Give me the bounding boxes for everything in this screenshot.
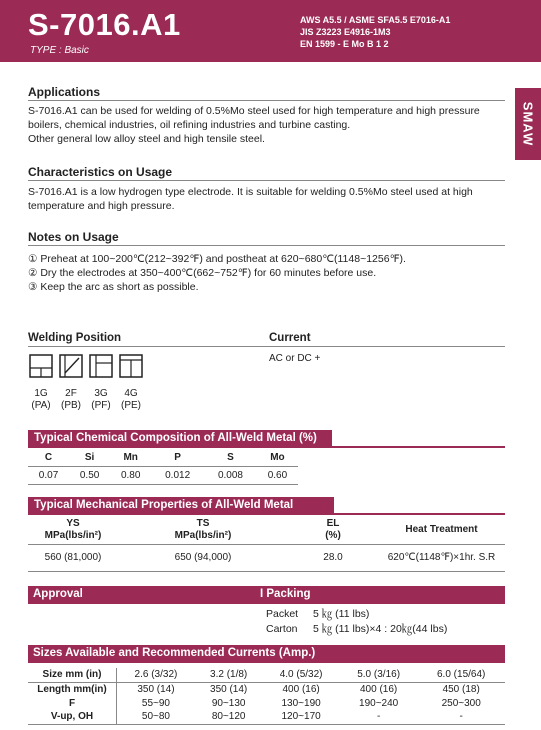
sizes-cell: 350 (14): [137, 683, 175, 695]
sizes-cell: 4.0 (5/32): [279, 669, 323, 681]
flat-position-icon: [29, 354, 53, 378]
sizes-heading: Sizes Available and Recommended Currents (Amp.): [33, 647, 316, 659]
notes-rule: [28, 245, 505, 246]
notes-heading: Notes on Usage: [28, 230, 119, 244]
sizes-cell: 450 (18): [442, 683, 480, 695]
characteristics-rule: [28, 180, 505, 181]
mech-header-ht: Heat Treatment: [405, 523, 478, 535]
packing-value: 5 ㎏ (11 lbs): [313, 608, 370, 620]
mechanical-heading: Typical Mechanical Properties of All-Weld Metal: [28, 497, 334, 514]
standard-jis: JIS Z3223 E4916-1M3: [300, 27, 391, 37]
standards-list: [300, 14, 450, 50]
position-label-3g: 3G (PF): [91, 388, 111, 411]
sizes-row-label: Length mm(in): [28, 682, 117, 696]
characteristics-line: S-7016.A1 is a low hydrogen type electrode. It is suitable for welding 0.5%Mo steel used at high: [28, 186, 473, 198]
header-banner: [0, 0, 541, 62]
mech-value: 560 (81,000): [44, 552, 102, 563]
chemical-rule: [28, 446, 505, 448]
chem-header: S: [227, 451, 234, 463]
mechanical-table: [28, 516, 505, 572]
sizes-bar: [28, 645, 505, 663]
position-label-2f: 2F (PB): [61, 388, 81, 411]
standard-aws: AWS A5.5 / ASME SFA5.5 E7016-A1: [300, 15, 451, 25]
mech-header-ys: YS MPa(lbs/in²): [44, 517, 102, 541]
mech-value: 28.0: [323, 552, 343, 563]
current-heading: Current: [269, 332, 311, 344]
chemical-heading: Typical Chemical Composition of All-Weld Metal (%): [28, 430, 332, 447]
chem-header: C: [44, 451, 53, 463]
sizes-cell: 250~300: [441, 697, 481, 709]
mech-header-el: EL (%): [325, 517, 341, 541]
applications-heading: Applications: [28, 85, 101, 99]
sizes-cell: 2.6 (3/32): [134, 669, 178, 681]
overhead-position-icon: [119, 354, 143, 378]
sizes-cell: 80~120: [211, 711, 246, 723]
sizes-cell: 130~190: [281, 697, 321, 709]
mech-header-ts: TS MPa(lbs/in²): [174, 517, 232, 541]
product-type: TYPE : Basic: [30, 45, 89, 56]
welding-position-heading: Welding Position: [28, 332, 122, 344]
sizes-cell: 190~240: [359, 697, 399, 709]
chem-header: Mn: [123, 451, 138, 463]
sizes-cell: 400 (16): [282, 683, 320, 695]
chem-header: P: [174, 451, 181, 463]
chem-value: 0.012: [165, 469, 191, 481]
position-rule: [28, 346, 505, 347]
notes-line: ③ Keep the arc as short as possible.: [28, 281, 199, 293]
notes-text: [28, 252, 508, 294]
chem-value: 0.60: [267, 469, 288, 481]
product-title: S-7016.A1: [28, 7, 181, 42]
packing-heading: I Packing: [260, 588, 311, 600]
chem-header: Si: [84, 451, 95, 463]
chemical-table: [28, 449, 298, 485]
position-label-1g: 1G (PA): [31, 388, 51, 411]
chem-value: 0.50: [79, 469, 100, 481]
sizes-cell: -: [459, 711, 463, 723]
packing-label: Packet: [266, 608, 299, 620]
sizes-cell: 120~170: [281, 711, 321, 723]
applications-line: S-7016.A1 can be used for welding of 0.5%Mo steel used for high temperature and high pressure: [28, 105, 480, 117]
packing-label: Carton: [266, 623, 298, 635]
sizes-row-label: F: [28, 696, 117, 710]
sizes-cell: 50~80: [141, 711, 170, 723]
applications-text: [28, 104, 508, 146]
approval-heading: Approval: [33, 588, 83, 600]
notes-line: ① Preheat at 100~200℃(212~392℉) and postheat at 620~680℃(1148~1256℉).: [28, 253, 406, 265]
sizes-cell: 90~130: [211, 697, 246, 709]
sizes-table: [28, 668, 505, 725]
sizes-cell: 350 (14): [210, 683, 248, 695]
notes-line: ② Dry the electrodes at 350~400℃(662~752℉) for 60 minutes before use.: [28, 267, 377, 279]
standard-en: EN 1599 - E Mo B 1 2: [300, 39, 389, 49]
current-value: AC or DC +: [269, 353, 321, 364]
mech-value: 650 (94,000): [174, 552, 232, 563]
sizes-row-label: Size mm (in): [28, 668, 117, 682]
approval-packing-bar: [28, 586, 505, 604]
sizes-cell: 3.2 (1/8): [210, 669, 248, 681]
process-label: SMAW: [520, 101, 536, 147]
characteristics-heading: Characteristics on Usage: [28, 165, 173, 179]
mech-value: 620℃(1148℉)×1hr. S.R: [387, 552, 496, 563]
packing-value: 5 ㎏ (11 lbs)×4 : 20㎏(44 lbs): [313, 623, 448, 635]
chem-value: 0.07: [38, 469, 59, 481]
chem-value: 0.008: [217, 469, 243, 481]
applications-rule: [28, 100, 505, 101]
applications-line: Other general low alloy steel and high tensile steel.: [28, 133, 265, 145]
sizes-cell: 6.0 (15/64): [437, 669, 486, 681]
sizes-row-label: V-up, OH: [28, 710, 117, 724]
position-label-4g: 4G (PE): [121, 388, 141, 411]
sizes-cell: 55~90: [141, 697, 170, 709]
packing-info: [266, 607, 447, 637]
applications-line: boilers, chemical industries, oil refining industries and turbine casting.: [28, 119, 351, 131]
process-side-tab: [515, 88, 541, 160]
mechanical-rule: [28, 513, 505, 515]
vertical-position-icon: [89, 354, 113, 378]
horizontal-fillet-icon: [59, 354, 83, 378]
characteristics-line: temperature and high pressure.: [28, 200, 175, 212]
characteristics-text: [28, 185, 508, 213]
sizes-cell: 400 (16): [360, 683, 398, 695]
chem-value: 0.80: [120, 469, 141, 481]
sizes-cell: 5.0 (3/16): [357, 669, 401, 681]
sizes-cell: -: [376, 711, 381, 723]
chem-header: Mo: [270, 451, 285, 463]
